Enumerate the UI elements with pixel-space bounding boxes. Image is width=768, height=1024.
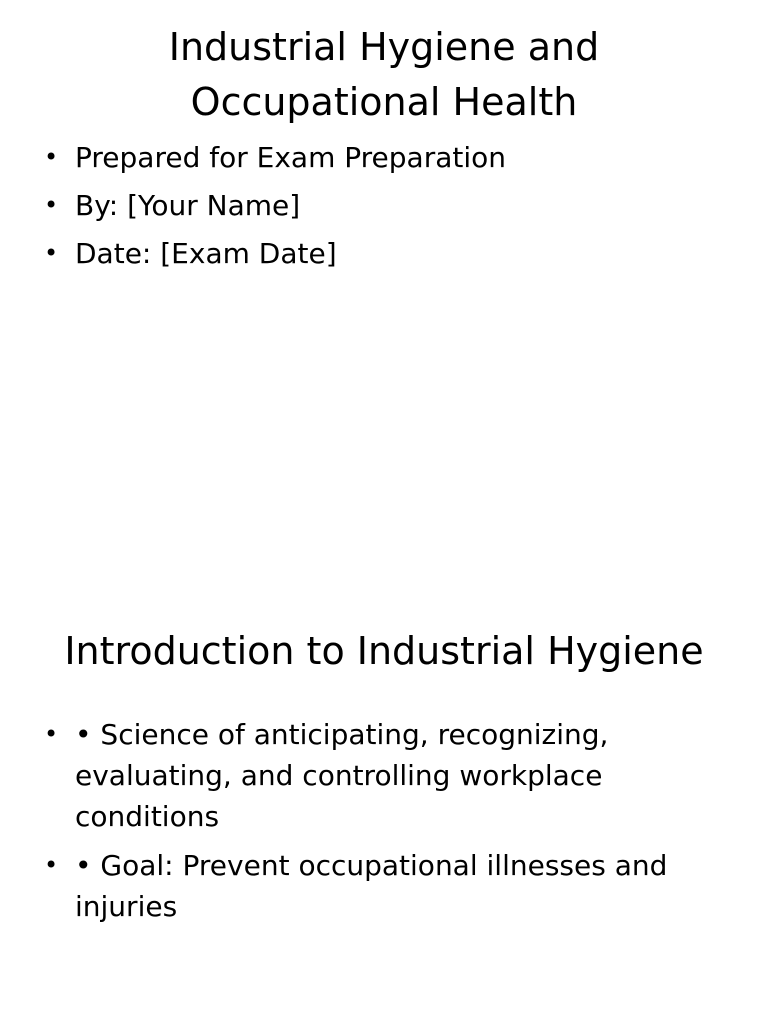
bullet-text: • Goal: Prevent occupational illnesses and injuries: [75, 849, 668, 923]
bullet-icon: •: [44, 239, 59, 267]
bullet-text: Prepared for Exam Preparation: [75, 141, 506, 174]
bullet-icon: •: [44, 720, 59, 748]
list-item: [0, 845, 690, 927]
bullet-text: By: [Your Name]: [75, 189, 301, 222]
bullet-icon: •: [44, 191, 59, 219]
bullet-text: • Science of anticipating, recognizing, evaluating, and controlling workplace conditions: [75, 718, 609, 833]
slide-title: Introduction to Industrial Hygiene: [64, 629, 704, 673]
title-line-2: Occupational Health: [190, 80, 578, 124]
title-line-1: Industrial Hygiene and: [168, 25, 600, 69]
intro-slide: [0, 512, 768, 1024]
list-item: [0, 233, 690, 274]
bullet-icon: •: [44, 851, 59, 879]
bullet-text: Date: [Exam Date]: [75, 237, 337, 270]
bullet-list: [0, 137, 690, 281]
slide-title: [0, 20, 768, 130]
bullet-list: [0, 714, 690, 935]
list-item: [0, 137, 690, 178]
list-item: [0, 714, 690, 837]
list-item: [0, 185, 690, 226]
bullet-icon: •: [44, 143, 59, 171]
